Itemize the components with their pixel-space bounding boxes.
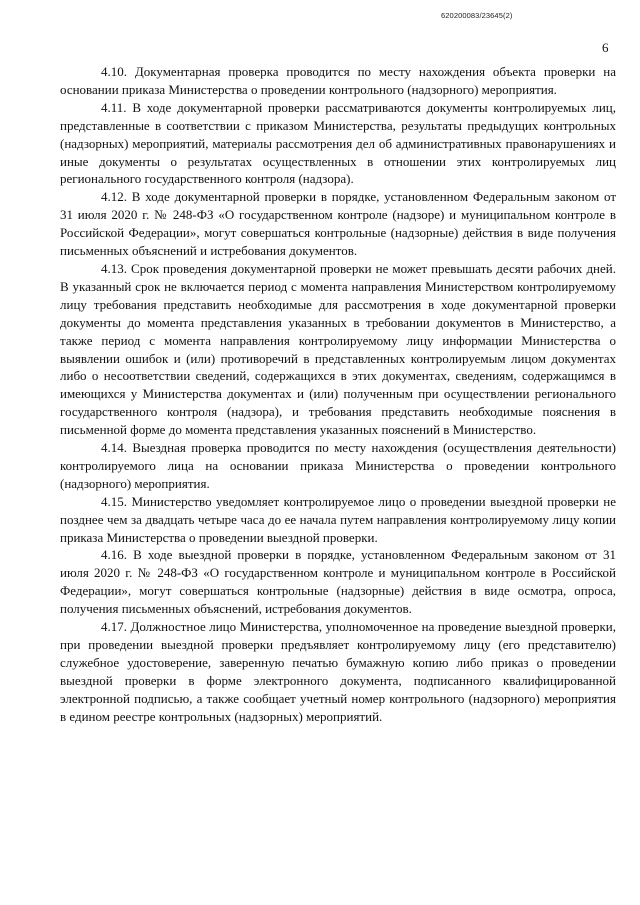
document-id: 620200083/23645(2) xyxy=(441,11,513,20)
paragraph-4-13: 4.13. Срок проведения документарной проверки не может превышать десяти рабочих дней. В указанный срок не включается период с момента направления Министерством контролируемому лицу требования представить необходимые для рассмотрения в ходе документарной проверки документы до момента представления указанных в требовании документов в Министерство, а также период с момента направления контролируемому лицу информации Министерства о выявлении ошибок и (или) противоречий в представленных контролируемым лицом документах либо о несоответствии сведений, содержащихся в этих документах, сведениям, содержащимся в имеющихся у Министерства документах и (или) полученным при осуществлении регионального государственного контроля (надзора), и требования представить необходимые пояснения в письменной форме до момента представления указанных пояснений в Министерство. xyxy=(60,260,616,438)
document-body xyxy=(60,63,616,726)
paragraph-4-16: 4.16. В ходе выездной проверки в порядке, установленном Федеральным законом от 31 июля 2020 г. № 248-ФЗ «О государственном контроле и муниципальном контроле в Российской Федерации», могут совершаться контрольные (надзорные) действия в виде осмотра, опроса, получения письменных объяснений, истребования документов. xyxy=(60,547,616,617)
paragraph-4-15: 4.15. Министерство уведомляет контролируемое лицо о проведении выездной проверки не позднее чем за двадцать четыре часа до ее начала путем направления контролируемому лицу копии приказа Министерства о проведении выездной проверки. xyxy=(60,493,616,545)
paragraph-4-12: 4.12. В ходе документарной проверки в порядке, установленном Федеральным законом от 31 июля 2020 г. № 248-ФЗ «О государственном контроле (надзоре) и муниципальном контроле в Российской Федерации», могут совершаться контрольные (надзорные) действия в виде получения письменных объяснений и истребования документов. xyxy=(60,189,616,259)
paragraph-4-14: 4.14. Выездная проверка проводится по месту нахождения (осуществления деятельности) контролируемого лица на основании приказа Министерства о проведении контрольного (надзорного) мероприятия. xyxy=(60,440,616,491)
paragraph-4-11: 4.11. В ходе документарной проверки рассматриваются документы контролируемых лиц, представленные в соответствии с приказом Министерства, результаты предыдущих контрольных (надзорных) мероприятий, материалы рассмотрения дел об административных правонарушениях и иные документы о результатах осуществленных в отношении этих контролируемых лиц регионального государственного контроля (надзора). xyxy=(60,99,616,187)
paragraph-4-17: 4.17. Должностное лицо Министерства, уполномоченное на проведение выездной проверки, при проведении выездной проверки предъявляет контролируемому лицу (его представителю) служебное удостоверение, заверенную печатью бумажную копию либо приказ о проведении выездной проверки в форме электронного документа, подписанного квалифицированной электронной подписью, а также сообщает учетный номер контрольного (надзорного) мероприятия в едином реестре контрольных (надзорных) мероприятий. xyxy=(60,619,616,724)
page-number: 6 xyxy=(602,40,609,55)
paragraph-4-10: 4.10. Документарная проверка проводится по месту нахождения объекта проверки на основании приказа Министерства о проведении контрольного (надзорного) мероприятия. xyxy=(60,64,616,97)
